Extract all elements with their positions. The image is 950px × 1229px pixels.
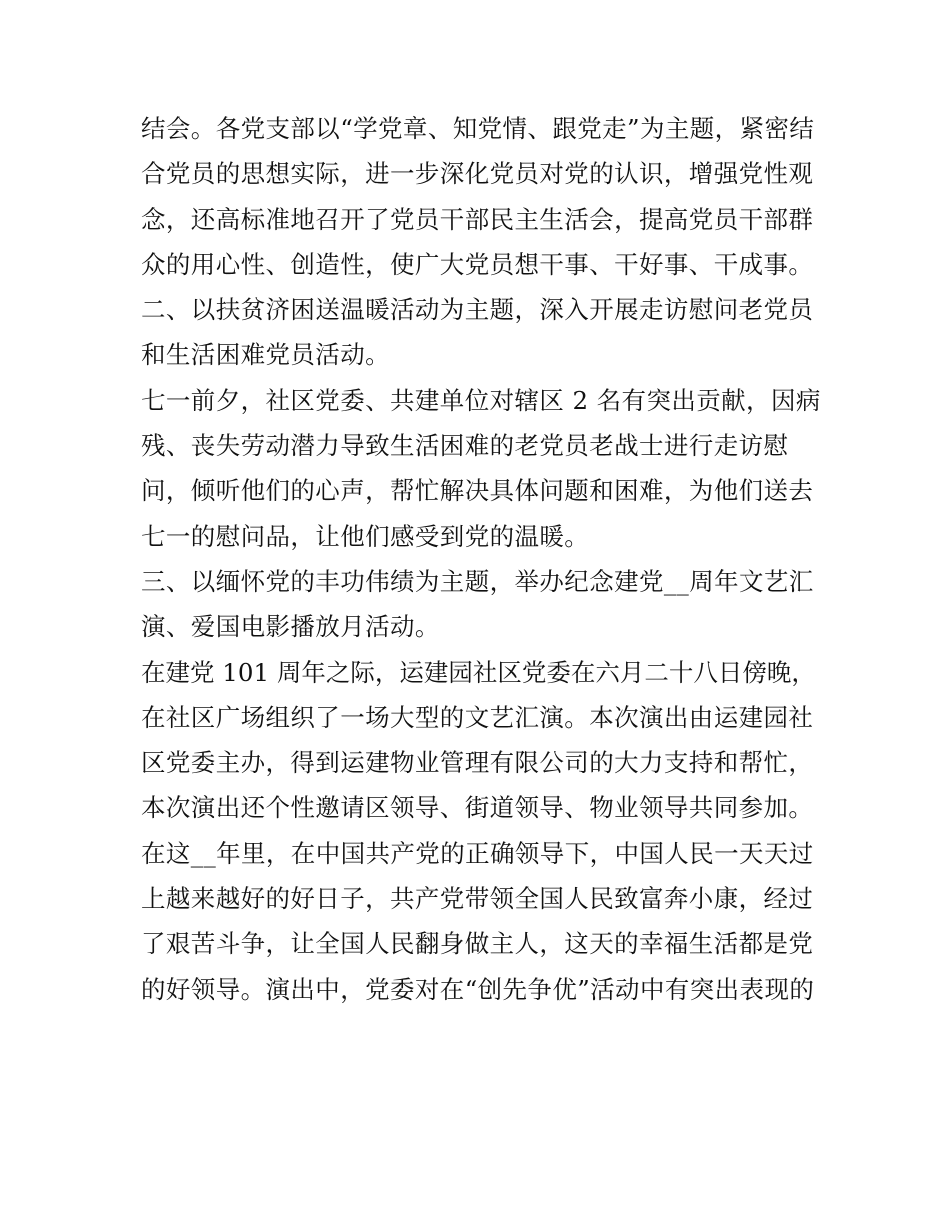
text-line: 本次演出还个性邀请区领导、街道领导、物业领导共同参加。 [141,793,814,823]
text-line: 众的用心性、创造性，使广大党员想干事、干好事、干成事。 [141,249,814,279]
section-heading-line: 和生活困难党员活动。 [141,340,390,370]
text-line: 上越来越好的好日子，共产党带领全国人民致富奔小康，经过 [141,884,814,914]
text-line: 在建党 101 周年之际，运建园社区党委在六月二十八日傍晚， [141,657,816,687]
text-line: 了艰苦斗争，让全国人民翻身做主人，这天的幸福生活都是党 [141,929,814,959]
text-line: 在社区广场组织了一场大型的文艺汇演。本次演出由运建园社 [141,702,814,732]
section-heading-line: 二、以扶贫济困送温暖活动为主题，深入开展走访慰问老党员 [141,295,814,325]
text-line: 合党员的思想实际，进一步深化党员对党的认识，增强党性观 [141,159,814,189]
text-line: 区党委主办，得到运建物业管理有限公司的大力支持和帮忙， [141,748,814,778]
text-line: 七一前夕，社区党委、共建单位对辖区 2 名有突出贡献，因病 [141,385,821,415]
text-line: 结会。各党支部以“学党章、知党情、跟党走”为主题，紧密结 [141,114,815,143]
text-line: 七一的慰问品，让他们感受到党的温暖。 [141,521,590,551]
text-line: 在这__年里，在中国共产党的正确领导下，中国人民一天天过 [141,838,814,868]
text-line: 念，还高标准地召开了党员干部民主生活会，提高党员干部群 [141,204,814,234]
section-heading-line: 演、爱国电影播放月活动。 [141,612,440,642]
text-line: 问，倾听他们的心声，帮忙解决具体问题和困难，为他们送去 [141,476,814,506]
document-body [141,106,821,1012]
section-heading-line: 三、以缅怀党的丰功伟绩为主题，举办纪念建党__周年文艺汇 [141,566,814,596]
text-line: 的好领导。演出中，党委对在“创先争优”活动中有突出表现的 [141,974,815,1004]
text-line: 残、丧失劳动潜力导致生活困难的老党员老战士进行走访慰 [141,431,789,461]
